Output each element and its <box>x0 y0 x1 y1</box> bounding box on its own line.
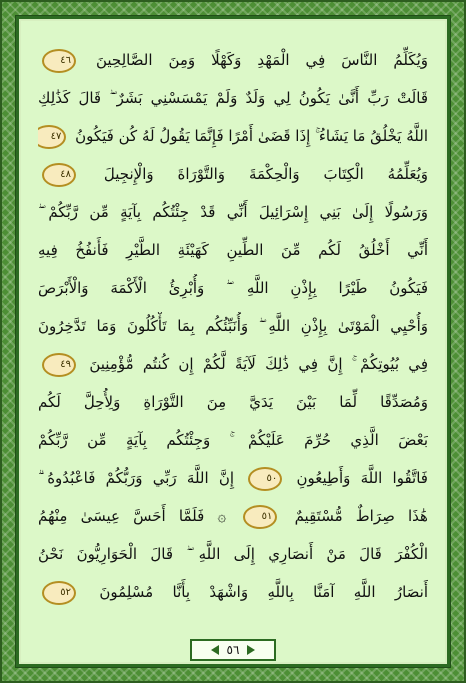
line-15 <box>38 578 428 606</box>
line-text: هَٰذَا صِرَاطٌ مُّسْتَقِيمٌ <box>294 507 428 525</box>
line-1 <box>38 46 428 74</box>
line-2 <box>38 84 428 112</box>
line-text: فِي بُيُوتِكُمْ ۚ إِنَّ فِي ذَٰلِكَ لَآيَةً لَّكُمْ إِن كُنتُم مُّؤْمِنِينَ <box>89 355 428 373</box>
line-3 <box>38 122 428 150</box>
page-number-box <box>190 639 276 661</box>
line-8 <box>38 312 428 340</box>
line-text: وَرَسُولًا إِلَىٰ بَنِي إِسْرَائِيلَ أَنِّي قَدْ جِئْتُكُم بِآيَةٍ مِّن رَّبِّكُمْ ۖ <box>38 203 428 221</box>
ayah-number-marker: ٤٧ <box>38 125 66 149</box>
ayah-number-marker: ٤٨ <box>42 163 76 187</box>
page-number: ٥٦ <box>226 643 240 657</box>
line-10 <box>38 388 428 416</box>
line-text: وَأُحْيِي الْمَوْتَىٰ بِإِذْنِ اللَّهِ ۖ وَأُنَبِّئُكُم بِمَا تَأْكُلُونَ وَمَا تَدَّخِرُونَ <box>38 317 428 335</box>
line-text: الْكُفْرَ قَالَ مَنْ أَنصَارِي إِلَى اللَّهِ ۖ قَالَ الْحَوَارِيُّونَ نَحْنُ <box>38 545 428 563</box>
line-text: فَاتَّقُوا اللَّهَ وَأَطِيعُونِ <box>296 469 428 487</box>
line-text: إِنَّ اللَّهَ رَبِّي وَرَبُّكُمْ فَاعْبُدُوهُ ۗ <box>38 469 235 487</box>
ayah-number-marker: ٥١ <box>243 505 277 529</box>
line-text: قَالَتْ رَبِّ أَنَّىٰ يَكُونُ لِي وَلَدٌ وَلَمْ يَمْسَسْنِي بَشَرٌ ۖ قَالَ كَذَٰلِكِ <box>38 89 428 107</box>
ayah-number-marker: ٥٢ <box>42 581 76 605</box>
quran-text-panel <box>26 26 440 629</box>
left-ornament-icon <box>211 645 219 655</box>
ayah-number-marker: ٤٦ <box>42 49 76 73</box>
line-text: بَعْضَ الَّذِي حُرِّمَ عَلَيْكُمْ ۚ وَجِئْتُكُم بِآيَةٍ مِّن رَّبِّكُمْ <box>38 431 428 449</box>
page-footer <box>2 639 464 663</box>
line-text: وَيُعَلِّمُهُ الْكِتَابَ وَالْحِكْمَةَ وَالتَّوْرَاةَ وَالْإِنجِيلَ <box>103 165 428 183</box>
line-text: فَيَكُونُ طَيْرًا بِإِذْنِ اللَّهِ ۖ وَأُبْرِئُ الْأَكْمَهَ وَالْأَبْرَصَ <box>38 279 428 297</box>
line-text: اللَّهُ يَخْلُقُ مَا يَشَاءُ ۚ إِذَا قَضَىٰ أَمْرًا فَإِنَّمَا يَقُولُ لَهُ كُن فَيَكُونُ <box>75 127 428 145</box>
line-text: وَمُصَدِّقًا لِّمَا بَيْنَ يَدَيَّ مِنَ التَّوْرَاةِ وَلِأُحِلَّ لَكُم <box>38 393 428 411</box>
ayah-number-marker: ٤٩ <box>42 353 76 377</box>
line-11 <box>38 426 428 454</box>
line-13 <box>38 502 428 530</box>
right-ornament-icon <box>247 645 255 655</box>
line-text: وَيُكَلِّمُ النَّاسَ فِي الْمَهْدِ وَكَهْلًا وَمِنَ الصَّالِحِينَ <box>95 51 428 69</box>
line-5 <box>38 198 428 226</box>
line-text: ۞ فَلَمَّا أَحَسَّ عِيسَىٰ مِنْهُمُ <box>38 507 227 525</box>
line-9 <box>38 350 428 378</box>
line-12 <box>38 464 428 492</box>
line-7 <box>38 274 428 302</box>
line-text: أَنصَارُ اللَّهِ آمَنَّا بِاللَّهِ وَاشْهَدْ بِأَنَّا مُسْلِمُونَ <box>99 583 428 601</box>
line-6 <box>38 236 428 264</box>
line-text: أَنِّي أَخْلُقُ لَكُم مِّنَ الطِّينِ كَهَيْئَةِ الطَّيْرِ فَأَنفُخُ فِيهِ <box>38 241 428 259</box>
line-4 <box>38 160 428 188</box>
line-14 <box>38 540 428 568</box>
ayah-number-marker: ٥٠ <box>248 467 282 491</box>
